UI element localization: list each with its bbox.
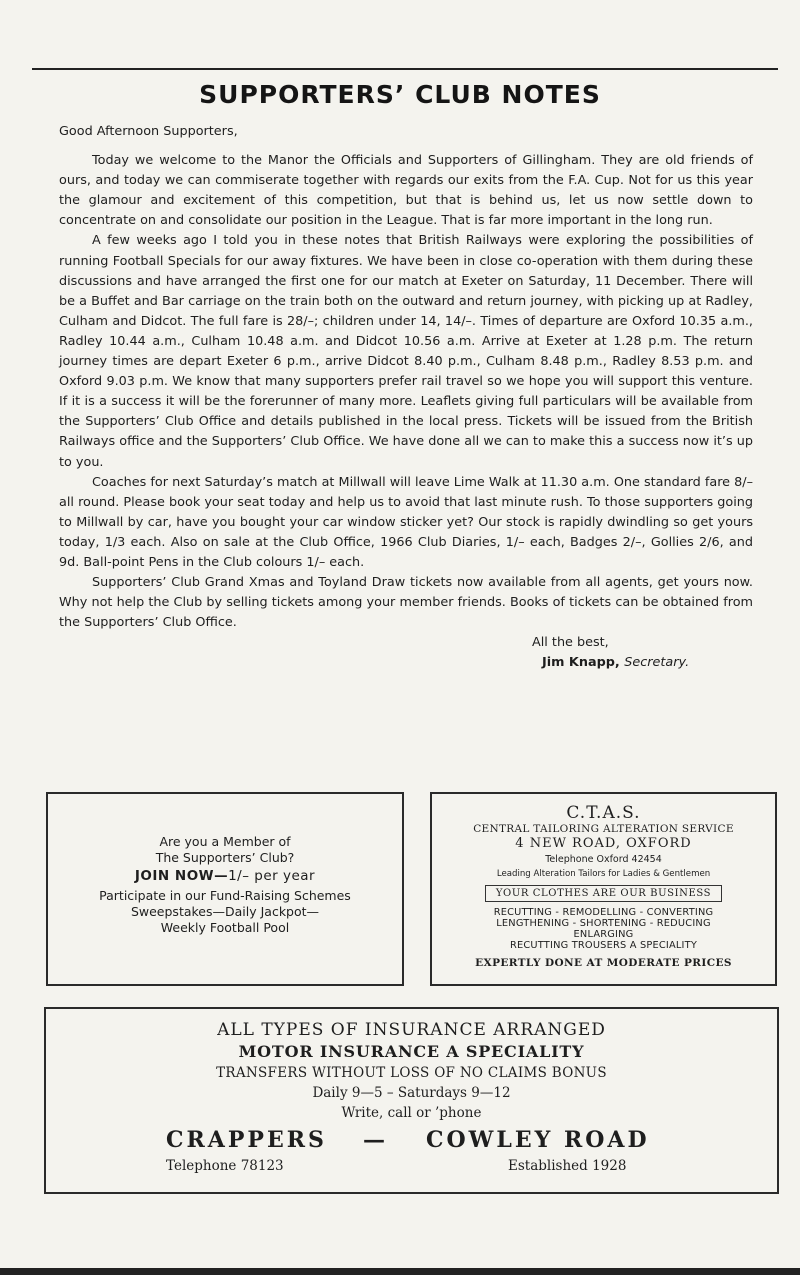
ctas-work-line1: RECUTTING - REMODELLING - CONVERTING: [493, 907, 714, 918]
page-title: SUPPORTERS’ CLUB NOTES: [199, 80, 601, 109]
insurance-name-row: [46, 1127, 777, 1174]
bottom-rule: [0, 1268, 800, 1275]
join-price: 1/– per year: [228, 868, 316, 884]
crappers-name: CRAPPERS: [166, 1127, 327, 1153]
ctas-telephone: Telephone Oxford 42454: [545, 854, 662, 865]
top-rule: [32, 68, 778, 70]
insurance-line1: ALL TYPES OF INSURANCE ARRANGED: [217, 1020, 606, 1040]
fund-raising-line: Participate in our Fund-Raising Schemes: [99, 888, 351, 903]
ctas-leading: Leading Alteration Tailors for Ladies & Gentlemen: [496, 869, 711, 879]
signoff-text: All the best,: [532, 635, 609, 651]
join-now-label: JOIN NOW—: [134, 868, 229, 884]
membership-ad: [46, 792, 404, 986]
insurance-established: Established 1928: [508, 1158, 627, 1174]
paragraph-gillingham: Today we welcome to the Manor the Officials and Supporters of Gillingham. They are old friends of ours, and today we can commiserate together with regards our exits from the F.A. Cup. Not for us this year the glamour and excitement of this competition, but that is behind us, let us now settle down to concentrate on and consolidate our position in the League. That is far more important in the long run.: [59, 153, 753, 229]
ctas-expert: EXPERTLY DONE AT MODERATE PRICES: [475, 957, 732, 969]
signature-name: Jim Knapp,: [542, 655, 620, 671]
member-question-line2: The Supporters’ Club?: [155, 850, 295, 865]
paragraph-football-specials: A few weeks ago I told you in these notes that British Railways were exploring the possibilities of running Football Specials for our away fixtures. We have been in close co-operation with them during these discussions and have arranged the first one for our match at Exeter on Saturday, 11 December. There will be a Buffet and Bar carriage on the train both on the outward and return journey, with picking up at Radley, Culham and Didcot. The full fare is 28/–; children under 14, 14/–. Times of departure are Oxford 10.35 a.m., Radley 10.44 a.m., Culham 10.48 a.m. and Didcot 10.56 a.m. Arrive at Exeter at 1.28 p.m. The return journey times are depart Exeter 6 p.m., arrive Didcot 8.40 p.m., Culham 8.48 p.m., Radley 8.53 p.m. and Oxford 9.03 p.m. We know that many supporters prefer rail travel so we hope you will support this venture. If it is a success it will be the forerunner of many more. Leaflets giving full particulars will be available from the Supporters’ Club Office and details published in the local press. Tickets will be issued from the British Railways office and the Supporters’ Club Office. We have done all we can to make this a success now it’s up to you.: [59, 233, 753, 470]
football-pool-line: Weekly Football Pool: [160, 920, 290, 935]
join-now-text: [48, 868, 402, 884]
ctas-address: 4 NEW ROAD, OXFORD: [515, 836, 692, 851]
paragraph-xmas-draw: Supporters’ Club Grand Xmas and Toyland Draw tickets now available from all agents, get yours now. Why not help the Club by selling tickets among your member friends. Books of tickets can be obtained from the Supporters’ Club Office.: [59, 575, 753, 631]
ctas-service: CENTRAL TAILORING ALTERATION SERVICE: [473, 823, 734, 835]
ctas-title: C.T.A.S.: [566, 803, 641, 823]
ctas-work-line4: RECUTTING TROUSERS A SPECIALITY: [509, 940, 698, 951]
ctas-motto: YOUR CLOTHES ARE OUR BUSINESS: [485, 885, 722, 902]
signature: [59, 653, 753, 673]
member-question-line1: Are you a Member of: [159, 834, 291, 849]
ctas-work-line2: LENGTHENING - SHORTENING - REDUCING: [496, 918, 711, 929]
cowley-road-name: COWLEY ROAD: [426, 1127, 650, 1153]
insurance-telephone: Telephone 78123: [166, 1158, 284, 1174]
name-dash: —: [363, 1127, 388, 1153]
insurance-ad: [44, 1007, 779, 1194]
signature-title: Secretary.: [624, 655, 690, 671]
paragraph-coaches: Coaches for next Saturday’s match at Millwall will leave Lime Walk at 11.30 a.m. One standard fare 8/– all round. Please book your seat today and help us to avoid that last minute rush. To those supporters going to Millwall by car, have you bought your car window sticker yet? Our stock is rapidly dwindling so get yours today, 1/3 each. Also on sale at the Club Office, 1966 Club Diaries, 1/– each, Badges 2/–, Gollies 2/6, and 9d. Ball-point Pens in the Club colours 1/– each.: [59, 474, 753, 570]
insurance-contact: Write, call or ’phone: [341, 1105, 482, 1121]
sweepstakes-line: Sweepstakes—Daily Jackpot—: [130, 904, 320, 919]
insurance-line3: TRANSFERS WITHOUT LOSS OF NO CLAIMS BONUS: [216, 1065, 607, 1081]
insurance-hours: Daily 9—5 – Saturdays 9—12: [312, 1085, 511, 1101]
ctas-ad: [430, 792, 777, 986]
ctas-work-line3: ENLARGING: [573, 929, 634, 940]
greeting: Good Afternoon Supporters,: [59, 124, 238, 139]
article: [59, 122, 753, 674]
insurance-line2: MOTOR INSURANCE A SPECIALITY: [238, 1042, 585, 1061]
signoff: [59, 633, 753, 673]
